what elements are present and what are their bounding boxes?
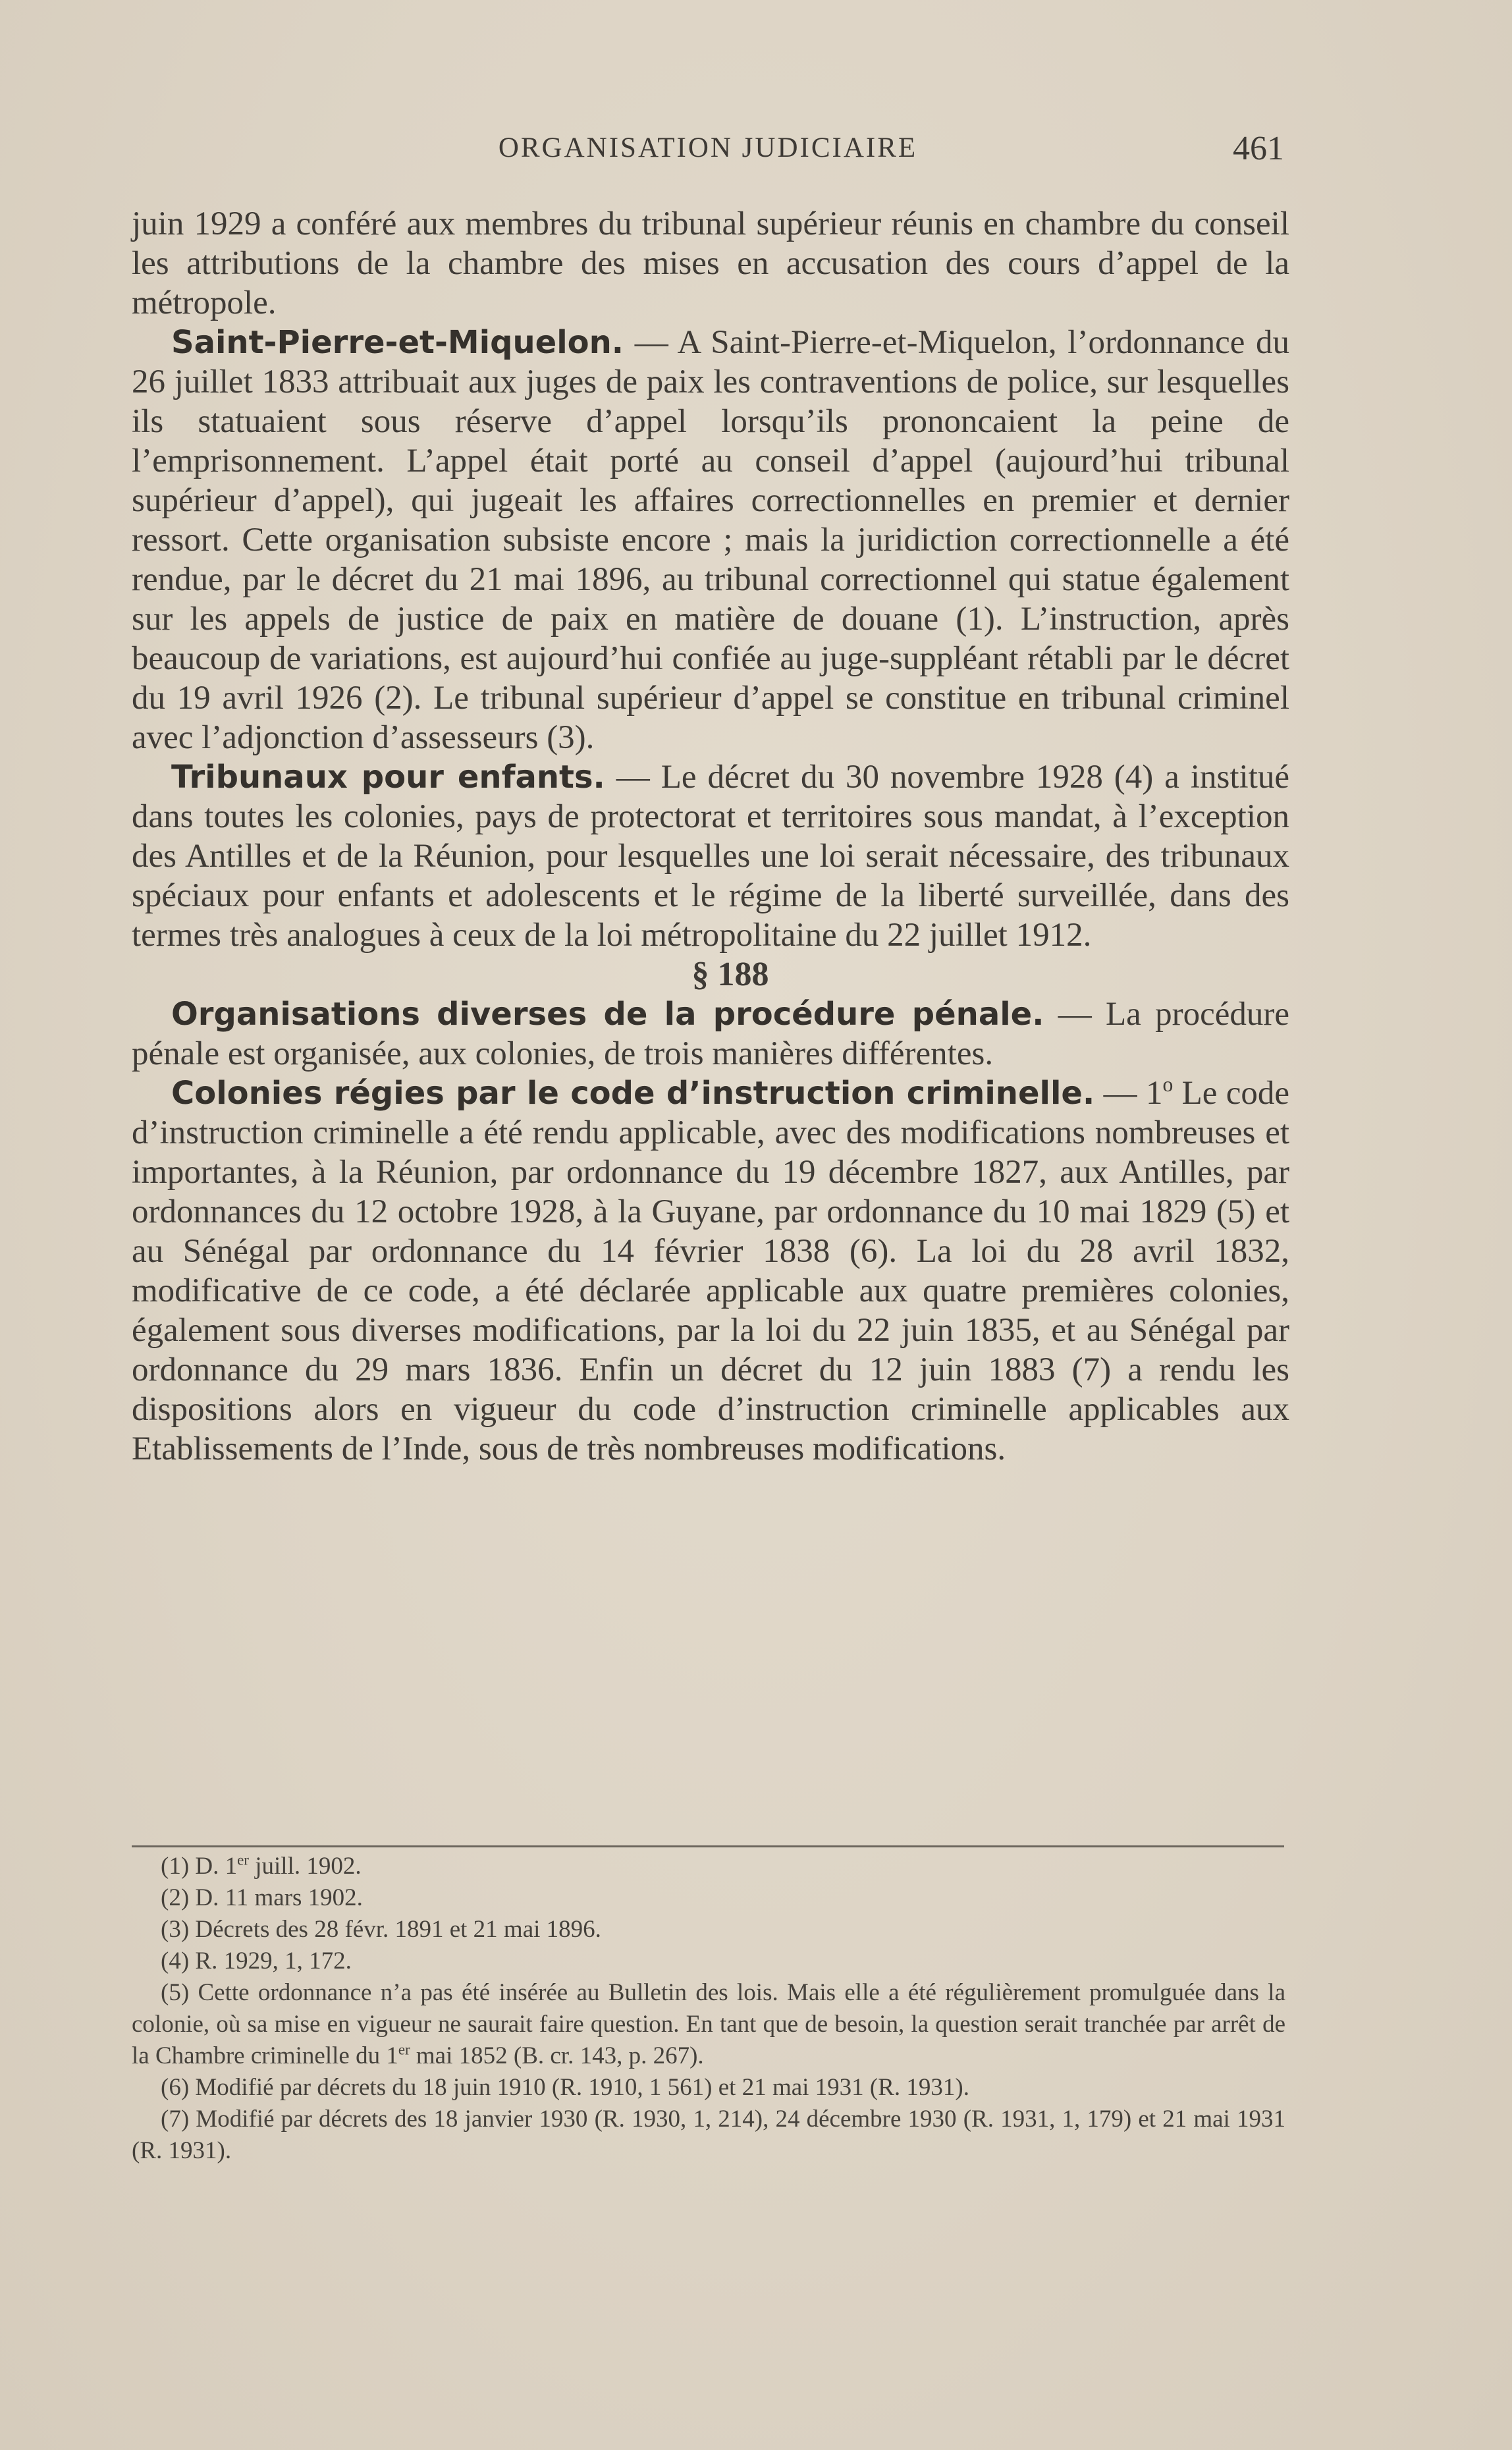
paragraph-heading: Tribunaux pour enfants. <box>171 759 605 796</box>
footnote-2: (2) D. 11 mars 1902. <box>161 1884 363 1911</box>
section-heading: § 188 <box>691 956 769 993</box>
running-head <box>132 132 1284 171</box>
running-title: ORGANISATION JUDICIAIRE <box>498 132 918 163</box>
paragraph-heading: Saint-Pierre-et-Miquelon. <box>171 324 624 361</box>
paragraph-colonies-regies <box>132 1074 1289 1469</box>
paragraph-text: — Le décret du 30 novembre 1928 (4) a institué dans toutes les colonies, pays de protectorat et territoires sous mandat, à l’exception des Antilles et de la Réunion, pour lesquelles une loi serait nécessaire, des tribunaux spéciaux pour enfants et adolescents et le régime de la liberté surveillée, dans des termes très analogues à ceux de la loi métropolitaine du 22 juillet 1912. <box>132 759 1289 954</box>
list-number-suffix: o <box>1162 1073 1174 1097</box>
footnote-4: (4) R. 1929, 1, 172. <box>161 1947 352 1974</box>
page-number: 461 <box>1233 130 1284 167</box>
footnote-superscript: er <box>398 2041 410 2058</box>
footnote-text: mai 1852 (B. cr. 143, p. 267). <box>410 2042 704 2069</box>
footnote-divider <box>132 1845 1284 1847</box>
paragraph-heading: Organisations diverses de la procédure pénale. <box>171 996 1044 1033</box>
footnote-text: juill. 1902. <box>248 1853 362 1880</box>
footnote-3: (3) Décrets des 28 févr. 1891 et 21 mai 1896. <box>161 1916 601 1943</box>
footnote-6: (6) Modifié par décrets du 18 juin 1910 (R. 1910, 1 561) et 21 mai 1931 (R. 1931). <box>161 2074 969 2101</box>
paragraph-text: — A Saint-Pierre-et-Miquelon, l’ordonnance du 26 juillet 1833 attribuait aux juges de paix les contraventions de police, sur lesquelles ils statuaient sous réserve d’appel lorsqu’ils prononcaient la peine de l’emprisonnement. L’appel était porté au conseil d’appel (aujourd’hui tribunal supérieur d’appel), qui jugeait les affaires correctionnelles en premier et dernier ressort. Cette organisation subsiste encore ; mais la juridiction correctionnelle a été rendue, par le décret du 21 mai 1896, au tribunal correctionnel qui statue également sur les appels de justice de paix en matière de douane (1). L’instruction, après beaucoup de variations, est aujourd’hui confiée au juge-suppléant rétabli par le décret du 19 avril 1926 (2). Le tribunal supérieur d’appel se constitue en tribunal criminel avec l’adjonction d’assesseurs (3). <box>132 324 1289 756</box>
paragraph-text: — La procédure pénale est organisée, aux colonies, de trois manières différentes. <box>132 996 1289 1072</box>
paragraph-saint-pierre <box>132 323 1289 757</box>
paragraph-text: juin 1929 a conféré aux membres du tribunal supérieur réunis en chambre du conseil les attributions de la chambre des mises en accusation des cours d’appel de la métropole. <box>132 205 1289 321</box>
paragraph-organisations <box>132 994 1289 1074</box>
footnote-superscript: er <box>237 1851 249 1868</box>
paragraph-heading: Colonies régies par le code d’instruction criminelle. <box>171 1075 1095 1112</box>
footnote-7: (7) Modifié par décrets des 18 janvier 1930 (R. 1930, 1, 214), 24 décembre 1930 (R. 1931, 1, 179) et 21 mai 1931 (R. 1931). <box>132 2106 1285 2164</box>
paragraph-text: Le code d’instruction criminelle a été rendu applicable, avec des modifications nombreuses et importantes, à la Réunion, par ordonnance du 19 décembre 1827, aux Antilles, par ordonnances du 12 octobre 1928, à la Guyane, par ordonnance du 10 mai 1829 (5) et au Sénégal par ordonnance du 14 février 1838 (6). La loi du 28 avril 1832, modificative de ce code, a été déclarée applicable aux quatre premières colonies, également sous diverses modifications, par la loi du 22 juin 1835, et au Sénégal par ordonnance du 29 mars 1836. Enfin un décret du 12 juin 1883 (7) a rendu les dispositions alors en vigueur du code d’instruction criminelle applicables aux Etablissements de l’Inde, sous de très nombreuses modifications. <box>132 1075 1290 1467</box>
footnote-1 <box>132 1851 1285 1882</box>
body-text <box>132 204 1289 1469</box>
paragraph-dash: — <box>1094 1075 1137 1112</box>
footnote-text: (5) Cette ordonnance n’a pas été insérée au Bulletin des lois. Mais elle a été régulièrement promulguée dans la colonie, où sa mise en vigueur ne saurait faire question. En tant que de besoin, la question serait tranchée par arrêt de la Chambre criminelle du 1 <box>132 1979 1285 2069</box>
footnote-5 <box>132 1977 1285 2072</box>
paragraph-tribunaux-enfants <box>132 757 1289 955</box>
footnote-text: (1) D. 1 <box>161 1853 238 1880</box>
list-number: 1 <box>1145 1075 1163 1112</box>
footnotes <box>132 1851 1285 2167</box>
paragraph-continuation <box>132 204 1289 323</box>
